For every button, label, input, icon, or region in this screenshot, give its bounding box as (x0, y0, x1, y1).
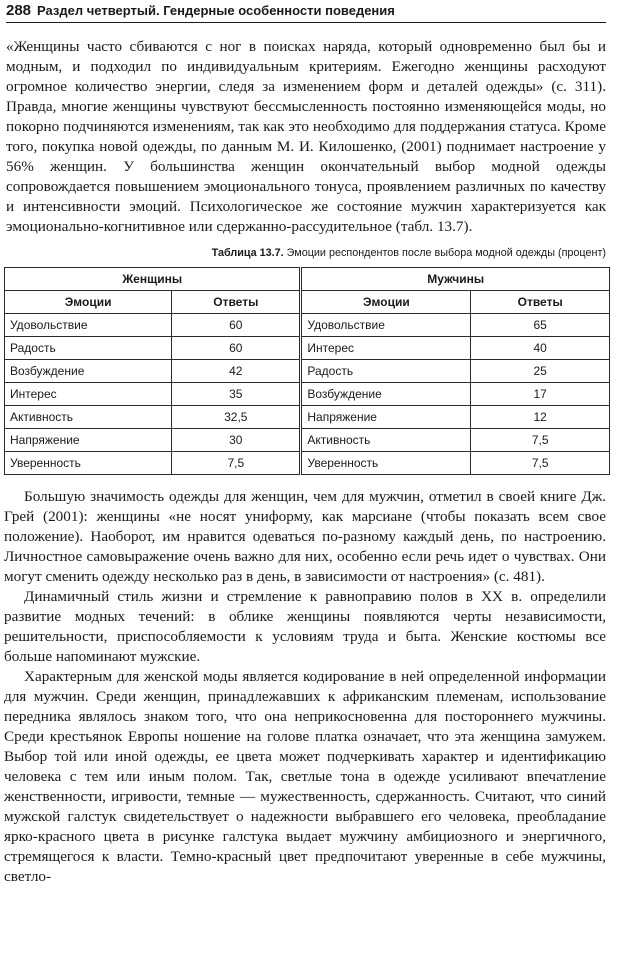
section-title: Раздел четвертый. Гендерные особенности поведения (37, 3, 395, 18)
paragraph-1: «Женщины часто сбиваются с ног в поисках наряда, который одновременно был бы и модным, и подходил по индивидуальным критериям. Ежегодно женщины расходуют огромное количество энергии, следя за изменением форм и деталей одежды» (с. 311). Правда, многие женщины чувствуют бессмысленность постоянно изменяющейся моды, но покорно подчиняются изменениям, так как это необходимо для поддержания статуса. Кроме того, покупка новой одежды, по данным М. И. Килошенко, (2001) поднимает настроение у 56% женщин. У большинства женщин окончательный выбор модной одежды сопровождается повышением эмоционального тонуса, проявлением различных по качеству и интенсивности эмоций. Психологическое же состояние мужчин характеризуется как эмоционально-когнитивное или сдержанно-рассудительное (табл. 13.7). (6, 38, 606, 235)
women-emotion-cell: Возбуждение (5, 360, 172, 383)
men-emotion-cell: Радость (301, 360, 471, 383)
men-header: Мужчины (301, 268, 610, 291)
women-header: Женщины (5, 268, 301, 291)
men-answer-cell: 7,5 (471, 429, 610, 452)
women-answer-cell: 30 (172, 429, 301, 452)
paragraph-4: Характерным для женской моды является кодирование в ней определенной информации для мужчин. Среди женщин, принадлежавших к африканским племенам, использование передника являлось знаком того, что она неприкосновенна для постороннего мужчины. Среди крестьянок Европы ношение на голове платка означает, что эта женщина замужем. Выбор той или иной одежды, ее цвета может подчеркивать характер и идентификацию человека с тем или иным полом. Так, светлые тона в одежде усиливают впечатление женственности, игривости, темные — мужественность, сдержанность. Считают, что синий мужской галстук свидетельствует о надежности выбравшего его человека, преобладание ярко-красного цвета в рисунке галстука выдает мужчину амбициозного и энергичного, стремящегося к власти. Темно-красный цвет предпочитают уверенные в себе мужчины, светло- (4, 668, 606, 885)
table-row (5, 360, 610, 383)
table-body (5, 314, 610, 475)
women-emotion-cell: Интерес (5, 383, 172, 406)
table-row (5, 337, 610, 360)
women-emotion-cell: Радость (5, 337, 172, 360)
men-answer-cell: 7,5 (471, 452, 610, 475)
table-row (5, 429, 610, 452)
men-answer-cell: 25 (471, 360, 610, 383)
men-emotions-column-header: Эмоции (301, 291, 471, 314)
table-column-header-row (5, 291, 610, 314)
table-row (5, 406, 610, 429)
women-emotion-cell: Активность (5, 406, 172, 429)
women-answer-cell: 35 (172, 383, 301, 406)
men-emotion-cell: Активность (301, 429, 471, 452)
table-row (5, 452, 610, 475)
women-answer-cell: 32,5 (172, 406, 301, 429)
table-caption (4, 247, 606, 259)
men-answer-cell: 65 (471, 314, 610, 337)
men-emotion-cell: Интерес (301, 337, 471, 360)
men-answer-cell: 12 (471, 406, 610, 429)
women-answers-column-header: Ответы (172, 291, 301, 314)
running-head (6, 0, 606, 23)
paragraph-2: Большую значимость одежды для женщин, чем для мужчин, отметил в своей книге Дж. Грей (2001): женщины «не носят униформу, как марсиане (чтобы показать всем свое положение). Наоборот, им нравится одеваться по-разному каждый день, по настроению. Личностное самовыражение очень важно для них, особенно если речь идет о чувствах. Они могут сменить одежду несколько раз в день, в зависимости от настроения» (с. 481). (4, 488, 606, 585)
men-emotion-cell: Возбуждение (301, 383, 471, 406)
men-emotion-cell: Напряжение (301, 406, 471, 429)
men-emotion-cell: Уверенность (301, 452, 471, 475)
page-number: 288 (6, 2, 32, 19)
men-emotion-cell: Удовольствие (301, 314, 471, 337)
paragraph-3: Динамичный стиль жизни и стремление к равноправию полов в XX в. определили развитие модных течений: в облике женщины появляются черты независимости, решительности, приспособляемости к условиям труда и быта. Женские костюмы все больше напоминают мужские. (4, 588, 606, 665)
women-answer-cell: 7,5 (172, 452, 301, 475)
table-row (5, 383, 610, 406)
table-caption-label: Таблица 13.7. (211, 247, 284, 259)
men-answers-column-header: Ответы (471, 291, 610, 314)
women-emotion-cell: Уверенность (5, 452, 172, 475)
men-answer-cell: 17 (471, 383, 610, 406)
women-answer-cell: 60 (172, 337, 301, 360)
men-answer-cell: 40 (471, 337, 610, 360)
table-caption-text: Эмоции респондентов после выбора модной одежды (процент) (286, 247, 606, 259)
women-emotion-cell: Напряжение (5, 429, 172, 452)
women-emotions-column-header: Эмоции (5, 291, 172, 314)
table-group-header-row (5, 268, 610, 291)
table-row (5, 314, 610, 337)
emotions-table (4, 267, 610, 475)
women-answer-cell: 60 (172, 314, 301, 337)
women-emotion-cell: Удовольствие (5, 314, 172, 337)
women-answer-cell: 42 (172, 360, 301, 383)
